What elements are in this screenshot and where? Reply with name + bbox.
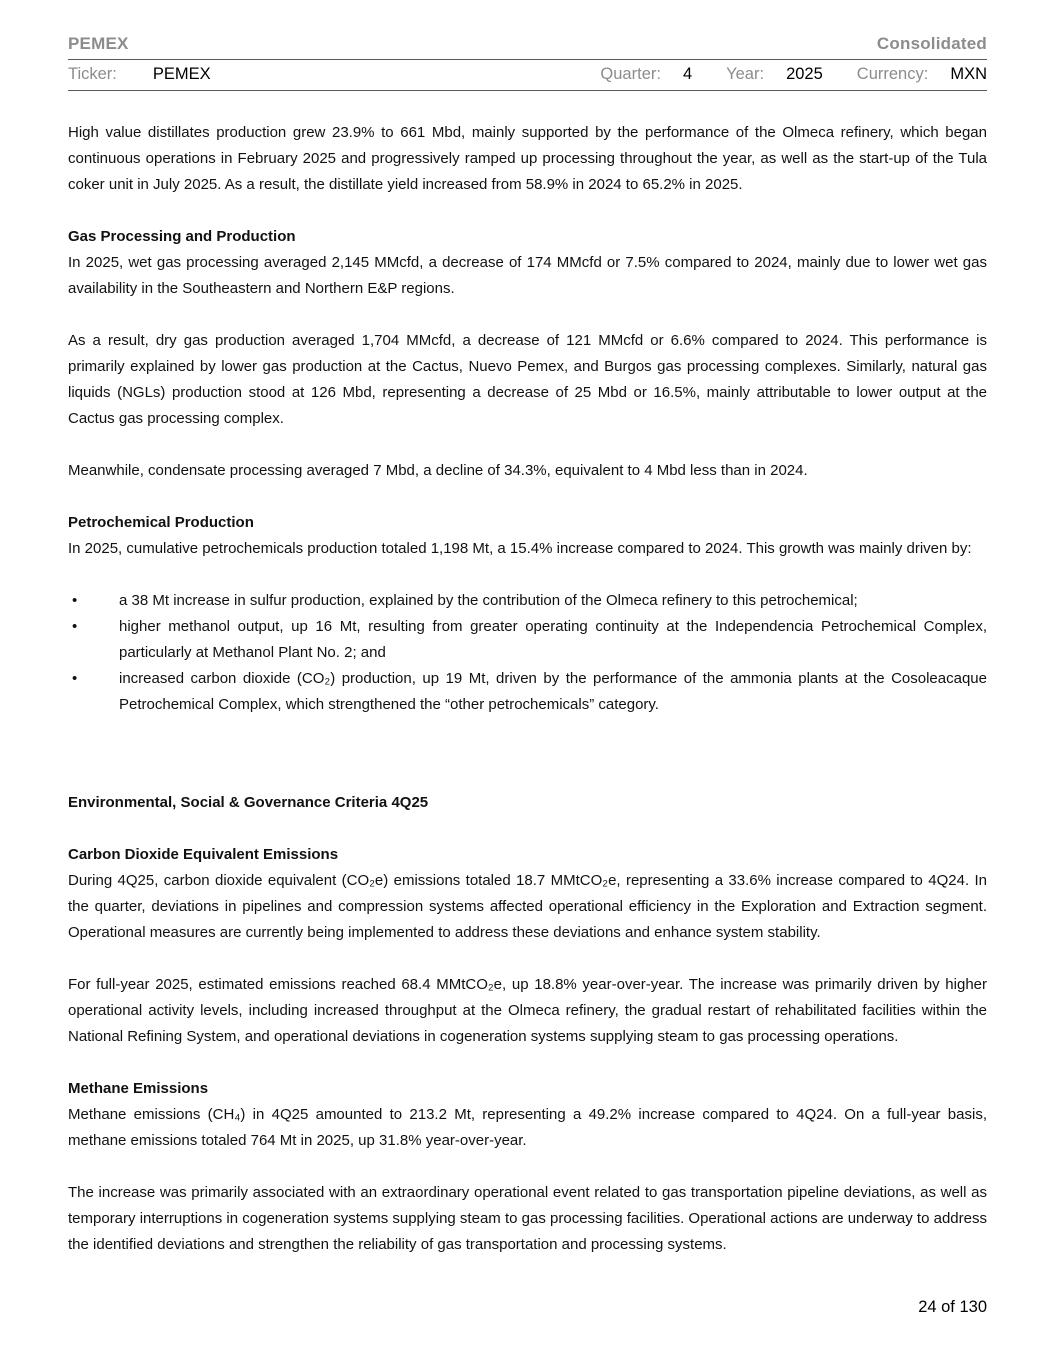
ticker-row [68,60,987,90]
paragraph-dry-gas: As a result, dry gas production averaged 1,704 MMcfd, a decrease of 121 MMcfd or 6.6% compared to 2024. This performance is primarily explained by lower gas production at the Cactus, Nuevo Pemex, and Burgos gas processing complexes. Similarly, natural gas liquids (NGLs) production stood at 126 Mbd, representing a decrease of 25 Mbd or 16.5%, mainly attributable to lower output at the Cactus gas processing complex. [68,332,987,427]
paragraph-co2-quarter: During 4Q25, carbon dioxide equivalent (CO₂e) emissions totaled 18.7 MMtCO₂e, representing a 33.6% increase compared to 4Q24. In the quarter, deviations in pipelines and compression systems affected operational efficiency in the Exploration and Extraction segment. Operational measures are currently being implemented to address these deviations and enhance system stability. [68,872,987,941]
ticker-group [68,65,211,84]
petrochemical-bullet-list [68,588,987,718]
currency-label: Currency: [856,65,929,83]
ticker-label: Ticker: [68,65,117,83]
paragraph-petrochemical-intro: In 2025, cumulative petrochemicals production totaled 1,198 Mt, a 15.4% increase compared to 2024. This growth was mainly driven by: [68,540,972,557]
bullet-icon: • [72,592,78,609]
bullet-item-sulfur [68,588,987,614]
page-header [68,34,987,59]
document-body [68,120,987,1258]
header-divider-bottom [68,90,987,91]
heading-co2-emissions: Carbon Dioxide Equivalent Emissions [68,846,339,863]
paragraph-methane: Methane emissions (CH₄) in 4Q25 amounted to 213.2 Mt, representing a 49.2% increase compared to 4Q24. On a full-year basis, methane emissions totaled 764 Mt in 2025, up 31.8% year-over-year. [68,1106,987,1149]
page-number: 24 of 130 [918,1298,987,1316]
year-label: Year: [726,65,765,83]
quarter-label: Quarter: [600,65,661,83]
paragraph-distillates: High value distillates production grew 23.9% to 661 Mbd, mainly supported by the performance of the Olmeca refinery, which began continuous operations in February 2025 and progressively ramped up processing throughout the year, as well as the start-up of the Tula coker unit in July 2025. As a result, the distillate yield increased from 58.9% in 2024 to 65.2% in 2025. [68,124,987,193]
heading-methane: Methane Emissions [68,1080,209,1097]
paragraph-methane-cause: The increase was primarily associated with an extraordinary operational event related to gas transportation pipeline deviations, as well as temporary interruptions in cogeneration systems supplying steam to gas processing facilities. Operational actions are underway to address the identified deviations and strengthen the reliability of gas transportation and processing systems. [68,1184,987,1253]
report-type-label: Consolidated [876,34,987,53]
bullet-text-co2: increased carbon dioxide (CO₂) production, up 19 Mt, driven by the performance of the ammonia plants at the Cosoleacaque Petrochemical Complex, which strengthened the “other petrochemicals” category. [119,670,987,713]
period-group [600,65,987,84]
currency-value: MXN [950,65,987,83]
heading-esg: Environmental, Social & Governance Criteria 4Q25 [68,794,429,811]
bullet-icon: • [72,670,78,687]
bullet-text-methanol: higher methanol output, up 16 Mt, resulting from greater operating continuity at the Independencia Petrochemical Complex, particularly at Methanol Plant No. 2; and [119,618,987,661]
quarter-value: 4 [682,65,693,83]
bullet-text-sulfur: a 38 Mt increase in sulfur production, explained by the contribution of the Olmeca refinery to this petrochemical; [119,592,858,609]
paragraph-co2-fullyear: For full-year 2025, estimated emissions reached 68.4 MMtCO₂e, up 18.8% year-over-year. The increase was primarily driven by higher operational activity levels, including increased throughput at the Olmeca refinery, the gradual restart of rehabilitated facilities within the National Refining System, and operational deviations in cogeneration systems supplying steam to gas processing operations. [68,976,987,1045]
bullet-item-methanol [68,614,987,666]
bullet-item-co2 [68,666,987,718]
ticker-value: PEMEX [152,65,211,83]
year-value: 2025 [786,65,823,83]
paragraph-wet-gas: In 2025, wet gas processing averaged 2,145 MMcfd, a decrease of 174 MMcfd or 7.5% compared to 2024, mainly due to lower wet gas availability in the Southeastern and Northern E&P regions. [68,254,987,297]
heading-petrochemical: Petrochemical Production [68,514,254,531]
bullet-icon: • [72,618,78,635]
section-spacer [68,744,987,790]
paragraph-condensate: Meanwhile, condensate processing averaged 7 Mbd, a decline of 34.3%, equivalent to 4 Mbd less than in 2024. [68,462,808,479]
heading-gas-processing: Gas Processing and Production [68,228,296,245]
brand-title: PEMEX [68,34,129,53]
